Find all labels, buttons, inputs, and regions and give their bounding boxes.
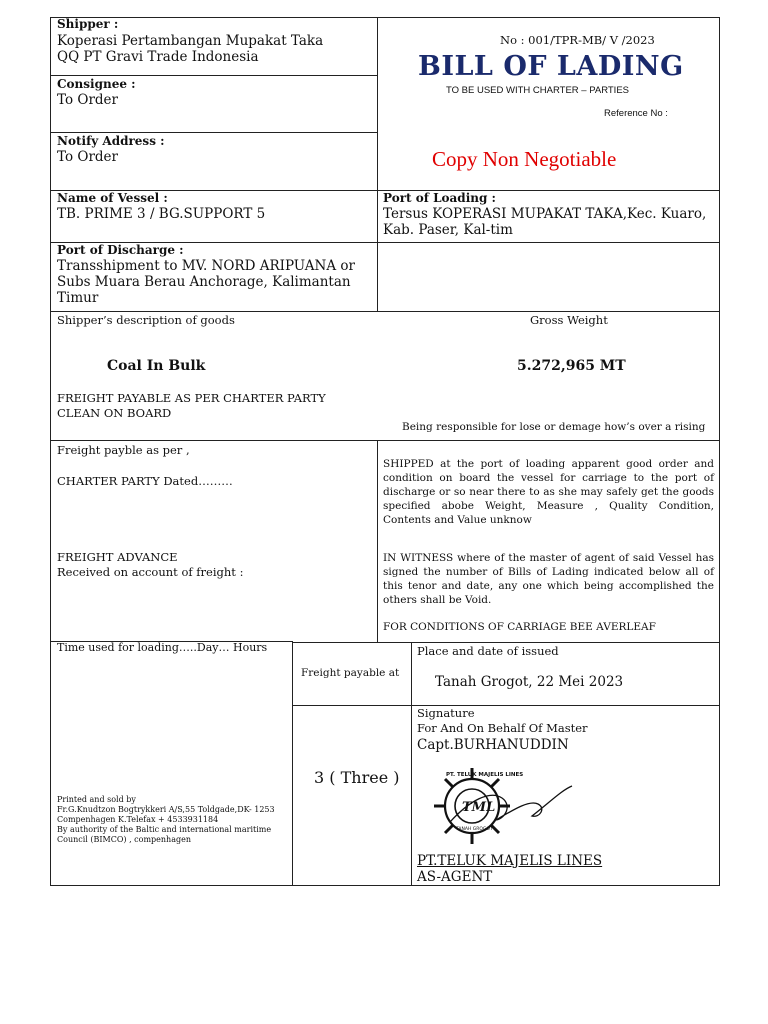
signature-label: Signature [417, 706, 475, 720]
printer-line: By authority of the Baltic and international maritime [57, 825, 272, 834]
document-subtitle: TO BE USED WITH CHARTER – PARTIES [446, 85, 629, 96]
place-date-label: Place and date of issued [417, 644, 559, 658]
captain-name: Capt.BURHANUDDIN [417, 737, 569, 753]
goods-description-label: Shipper’s description of goods [57, 313, 235, 327]
vessel-label: Name of Vessel : [57, 191, 168, 205]
port-discharge-line-2: Subs Muara Berau Anchorage, Kalimantan [57, 274, 351, 290]
divider-v-top [377, 17, 378, 311]
divider-h-consignee [50, 75, 377, 76]
vessel-value: TB. PRIME 3 / BG.SUPPORT 5 [57, 206, 266, 222]
printer-line: Fr.G.Knudtzon Bogtrykkeri A/S,55 Toldgade,DK- 1253 [57, 805, 275, 814]
divider-h-footer-right [292, 642, 720, 643]
divider-h-goods [50, 311, 720, 312]
shipped-clause: SHIPPED at the port of loading apparent good order and condition on board the vessel for carriage to the port of discharge or so near there to as she may safely get the goods specified abobe Weight, Measure , Quality Condition, Contents and Value unknow [383, 458, 714, 526]
agent-name: PT.TELUK MAJELIS LINES [417, 853, 603, 869]
freight-payable-at-label: Freight payable at [301, 667, 400, 679]
printer-notice [57, 795, 275, 845]
responsibility-note: Being responsible for lose or demage how’s over a rising [402, 421, 706, 433]
notify-label: Notify Address : [57, 134, 165, 148]
reference-number: Reference No : [604, 108, 668, 119]
divider-h-freight [50, 440, 720, 441]
stamp-text-top: PT. TELUK MAJELIS LINES [446, 772, 524, 778]
consignee-value: To Order [57, 92, 118, 108]
freight-advance: FREIGHT ADVANCE [57, 550, 178, 564]
stamp-text-bottom: TANAH GROGOT [456, 827, 493, 832]
notify-value: To Order [57, 149, 118, 165]
shipper-label: Shipper : [57, 17, 119, 31]
freight-payable-line-2: CLEAN ON BOARD [57, 406, 172, 420]
shipper-line-2: QQ PT Gravi Trade Indonesia [57, 49, 259, 65]
gross-weight-value: 5.272,965 MT [517, 358, 626, 374]
divider-h-footer-mid [292, 705, 720, 706]
charter-party-dated: CHARTER PARTY Dated……… [57, 474, 233, 488]
company-stamp [420, 760, 580, 855]
freight-received: Received on account of freight : [57, 565, 244, 579]
shipper-line-1: Koperasi Pertambangan Mupakat Taka [57, 33, 324, 49]
stamp-center-text: TML [462, 800, 496, 815]
document-title: BILL OF LADING [418, 51, 684, 82]
place-date-value: Tanah Grogot, 22 Mei 2023 [435, 674, 624, 690]
time-used-for-loading: Time used for loading…..Day… Hours [57, 641, 268, 654]
port-loading-line-1: Tersus KOPERASI MUPAKAT TAKA,Kec. Kuaro, [383, 206, 707, 222]
port-loading-line-2: Kab. Paser, Kal-tim [383, 222, 513, 238]
divider-v-footer-1 [292, 641, 293, 886]
commodity: Coal In Bulk [107, 358, 206, 374]
conditions-clause: FOR CONDITIONS OF CARRIAGE BEE AVERLEAF [383, 621, 656, 633]
port-discharge-label: Port of Discharge : [57, 243, 184, 257]
freight-payable-line-1: FREIGHT PAYABLE AS PER CHARTER PARTY [57, 391, 326, 405]
gross-weight-label: Gross Weight [530, 313, 608, 327]
printer-line: Printed and sold by [57, 795, 136, 804]
consignee-label: Consignee : [57, 77, 136, 91]
divider-v-footer-2 [411, 642, 412, 886]
witness-clause: IN WITNESS where of the master of agent of said Vessel has signed the number of Bills of Lading indicated below all of this tenor and date, any one which being accomplished the others shall be Void. [383, 552, 714, 606]
copy-notice: Copy Non Negotiable [432, 147, 617, 171]
freight-payable-as-per: Freight payble as per , [57, 443, 190, 457]
port-discharge-line-3: Timur [57, 290, 99, 306]
printer-line: Compenhagen K.Telefax + 4533931184 [57, 815, 219, 824]
divider-v-freight [377, 440, 378, 642]
copies-count: 3 ( Three ) [314, 768, 400, 787]
port-loading-label: Port of Loading : [383, 191, 496, 205]
document-number: No : 001/TPR-MB/ V /2023 [500, 33, 655, 47]
divider-h-notify [50, 132, 377, 133]
port-discharge-line-1: Transshipment to MV. NORD ARIPUANA or [57, 258, 355, 274]
printer-line: Council (BIMCO) , compenhagen [57, 835, 191, 844]
agent-role: AS-AGENT [417, 869, 493, 885]
behalf-of-master: For And On Behalf Of Master [417, 721, 588, 735]
